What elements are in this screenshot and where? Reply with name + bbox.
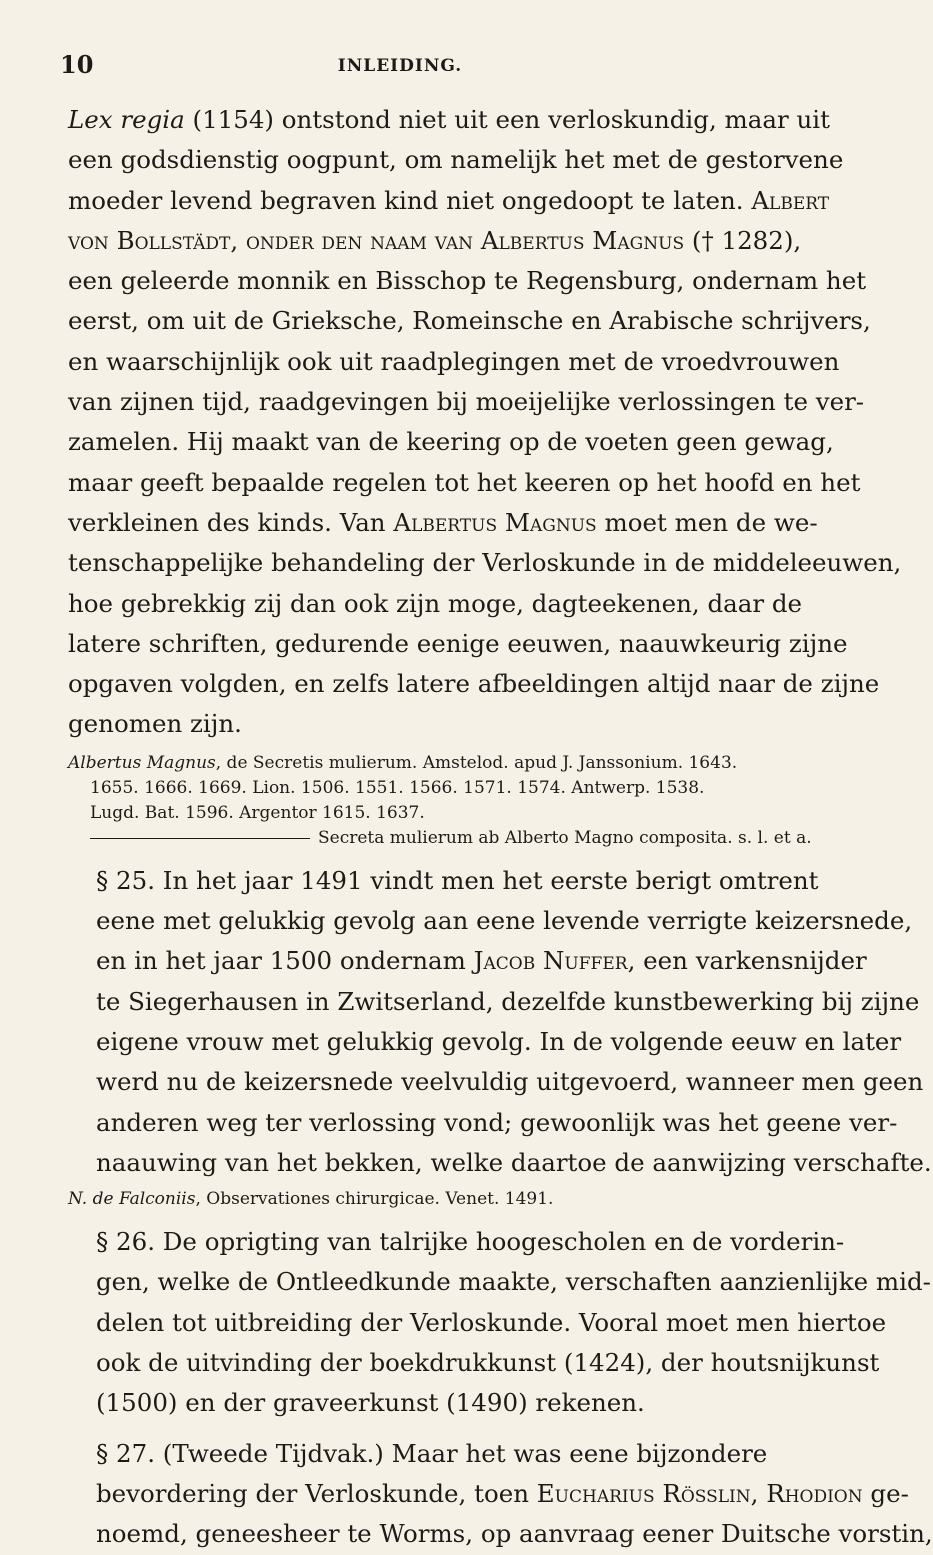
running-head xyxy=(60,50,740,80)
footnote-falconiis: N. de Falconiis, Observationes chirurgicae. Venet. 1491. xyxy=(68,1189,554,1210)
paragraph-25: § 25. In het jaar 1491 vindt men het eerste berigt omtrent eene met gelukkig gevolg aan eene levende verrigte keizersnede, en in het jaar 1500 ondernam Jacob Nuffer, een varkensnijder te Siegerhausen in Zwitserland, dezelfde kunstbewerking bij zijne eigene vrouw met gelukkig gevolg. In de volgende eeuw en later werd nu de keizersnede veelvuldig uitgevoerd, wanneer men geen anderen weg ter verlossing vond; gewoonlijk was het geene ver- naauwing van het bekken, welke daartoe de aanwijzing verschafte. xyxy=(96,865,932,1177)
name-albert: Albert xyxy=(751,185,830,215)
paragraph-26: § 26. De oprigting van talrijke hoogescholen en de vorderin- gen, welke de Ontleedkunde maakte, verschaften aanzienlijke mid- delen tot uitbreiding der Verloskunde. Vooral moet men hiertoe ook de uitvinding der boekdrukkunst (1424), der houtsnijkunst (1500) en der graveerkunst (1490) rekenen. xyxy=(96,1227,931,1418)
name-rhodion: Rhodion xyxy=(766,1478,863,1508)
name-jacob-nuffer: Jacob Nuffer xyxy=(473,946,628,976)
name-albertus-magnus: Albertus Magnus xyxy=(480,225,685,255)
paragraph-27: § 27. (Tweede Tijdvak.) Maar het was eene bijzondere bevordering der Verloskunde, toen Eucharius Rösslin, Rhodion ge- noemd, geneesheer te Worms, op aanvraag eener Duitsche vorstin, xyxy=(96,1438,933,1549)
paragraph-lex-regia: Lex regia (1154) ontstond niet uit een verloskundig, maar uit een godsdienstig oogpunt, om namelijk het met de gestorvene moeder levend begraven kind niet ongedoopt te laten. Albert von Bollstädt, onder den naam van Albertus Magnus († 1282), een geleerde monnik en Bisschop te Regensburg, ondernam het eerst, om uit de Grieksche, Romeinsche en Arabische schrijvers, en waarschijnlijk ook uit raadplegingen met de vroedvrouwen van zijnen tijd, raadgevingen bij moeijelijke verlossingen te ver- zamelen. Hij maakt van de keering op de voeten geen gewag, maar geeft bepaalde regelen tot het keeren op het hoofd en het verkleinen des kinds. Van Albertus Magnus moet men de we- tenschappelijke behandeling der Verloskunde in de middeleeuwen, hoe gebrekkig zij dan ook zijn moge, dagteekenen, daar de latere schriften, gedurende eenige eeuwen, naauwkeurig zijne opgaven volgden, en zelfs latere afbeeldingen altijd naar de zijne genomen zijn. xyxy=(68,105,902,739)
ditto-rule xyxy=(90,838,310,839)
page-number: 10 xyxy=(60,50,94,79)
footnote-albertus: Albertus Magnus, de Secretis mulierum. Amstelod. apud J. Janssonium. 1643. 1655. 1666. 1669. Lion. 1506. 1551. 1566. 1571. 1574. Antwerp. 1538. Lugd. Bat. 1596. Argentor 1615. 1637. Secreta mulierum ab Alberto Magno composita. s. l. et a. xyxy=(68,752,812,848)
header-title: INLEIDING. xyxy=(337,56,463,76)
name-eucharius-rosslin: Eucharius Rösslin xyxy=(536,1478,751,1508)
body-text xyxy=(68,100,933,1555)
lex-regia-term: Lex regia xyxy=(68,105,185,134)
